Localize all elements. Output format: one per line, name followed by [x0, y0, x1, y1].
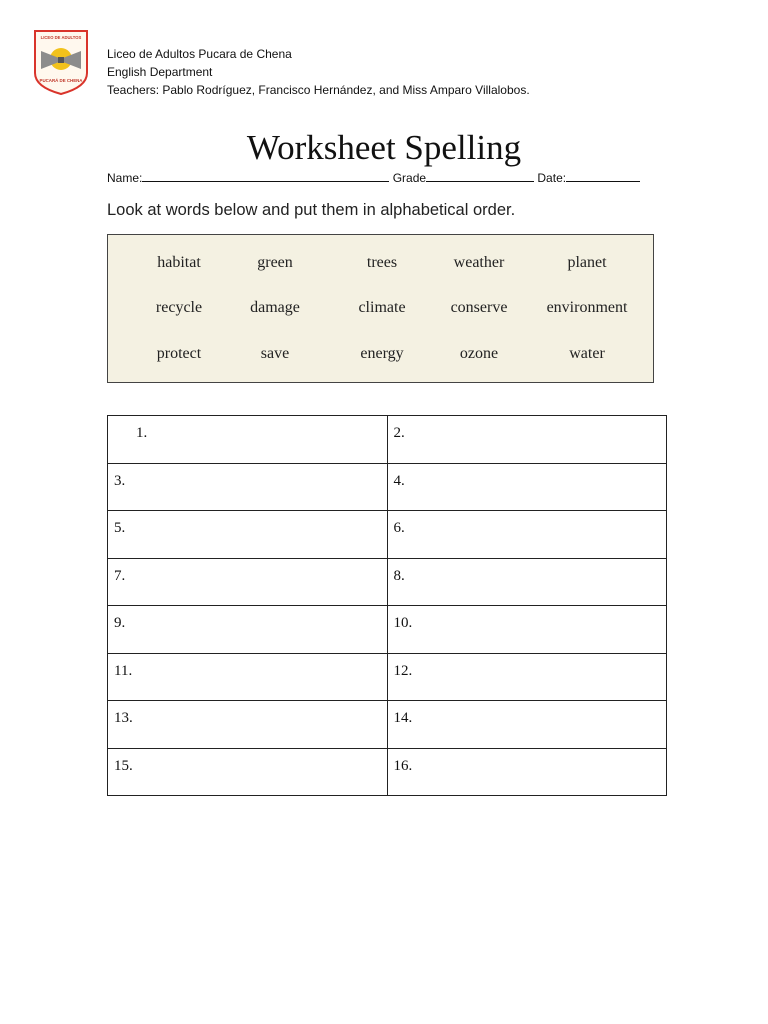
table-row [108, 606, 667, 654]
table-row [108, 416, 667, 464]
answer-cell[interactable]: 7. [108, 558, 388, 606]
word-item: planet [567, 254, 607, 271]
word-item: recycle [155, 299, 203, 316]
answer-cell[interactable]: 4. [387, 463, 667, 511]
word-item: energy [360, 345, 404, 362]
word-item: environment [546, 299, 628, 316]
answer-cell[interactable]: 12. [387, 653, 667, 701]
table-row [108, 511, 667, 559]
word-item: protect [156, 345, 202, 362]
answer-cell[interactable]: 13. [108, 701, 388, 749]
word-item: trees [366, 254, 398, 271]
answer-table [107, 415, 667, 796]
name-field[interactable] [142, 170, 389, 182]
date-field[interactable] [566, 170, 640, 182]
school-name: Liceo de Adultos Pucara de Chena [107, 47, 292, 61]
word-item: damage [250, 299, 300, 316]
answer-cell[interactable]: 16. [387, 748, 667, 796]
school-logo [33, 29, 89, 96]
header-block [107, 45, 530, 99]
table-row [108, 558, 667, 606]
worksheet-title: Worksheet Spelling [246, 128, 522, 167]
logo-top-text: LICEO DE ADULTOS [40, 35, 82, 40]
teachers-line: Teachers: Pablo Rodríguez, Francisco Hernández, and Miss Amparo Villalobos. [107, 83, 530, 97]
logo-bottom-text: PUCARÁ DE CHENA [39, 78, 83, 83]
word-item: conserve [450, 299, 508, 316]
word-item: water [569, 345, 605, 362]
word-item: climate [358, 299, 406, 316]
answer-cell[interactable]: 8. [387, 558, 667, 606]
answer-cell[interactable]: 2. [387, 416, 667, 464]
table-row [108, 748, 667, 796]
answer-cell[interactable]: 11. [108, 653, 388, 701]
answer-cell[interactable]: 10. [387, 606, 667, 654]
word-item: save [260, 345, 290, 362]
word-bank [107, 234, 654, 383]
department-name: English Department [107, 65, 213, 79]
word-item: habitat [157, 254, 201, 271]
answer-cell[interactable]: 1. [108, 416, 388, 464]
answer-cell[interactable]: 5. [108, 511, 388, 559]
table-row [108, 463, 667, 511]
answer-cell[interactable]: 6. [387, 511, 667, 559]
word-item: green [257, 254, 293, 271]
word-item: ozone [459, 345, 499, 362]
table-row [108, 653, 667, 701]
date-label: Date: [537, 171, 567, 185]
instruction-text: Look at words below and put them in alphabetical order. [107, 201, 516, 219]
answer-cell[interactable]: 14. [387, 701, 667, 749]
name-label: Name: [107, 171, 143, 185]
answer-cell[interactable]: 3. [108, 463, 388, 511]
word-item: weather [453, 254, 505, 271]
table-row [108, 701, 667, 749]
grade-label: Grade [392, 171, 427, 185]
student-info-fields [107, 170, 640, 186]
answer-cell[interactable]: 15. [108, 748, 388, 796]
answer-cell[interactable]: 9. [108, 606, 388, 654]
grade-field[interactable] [426, 170, 534, 182]
